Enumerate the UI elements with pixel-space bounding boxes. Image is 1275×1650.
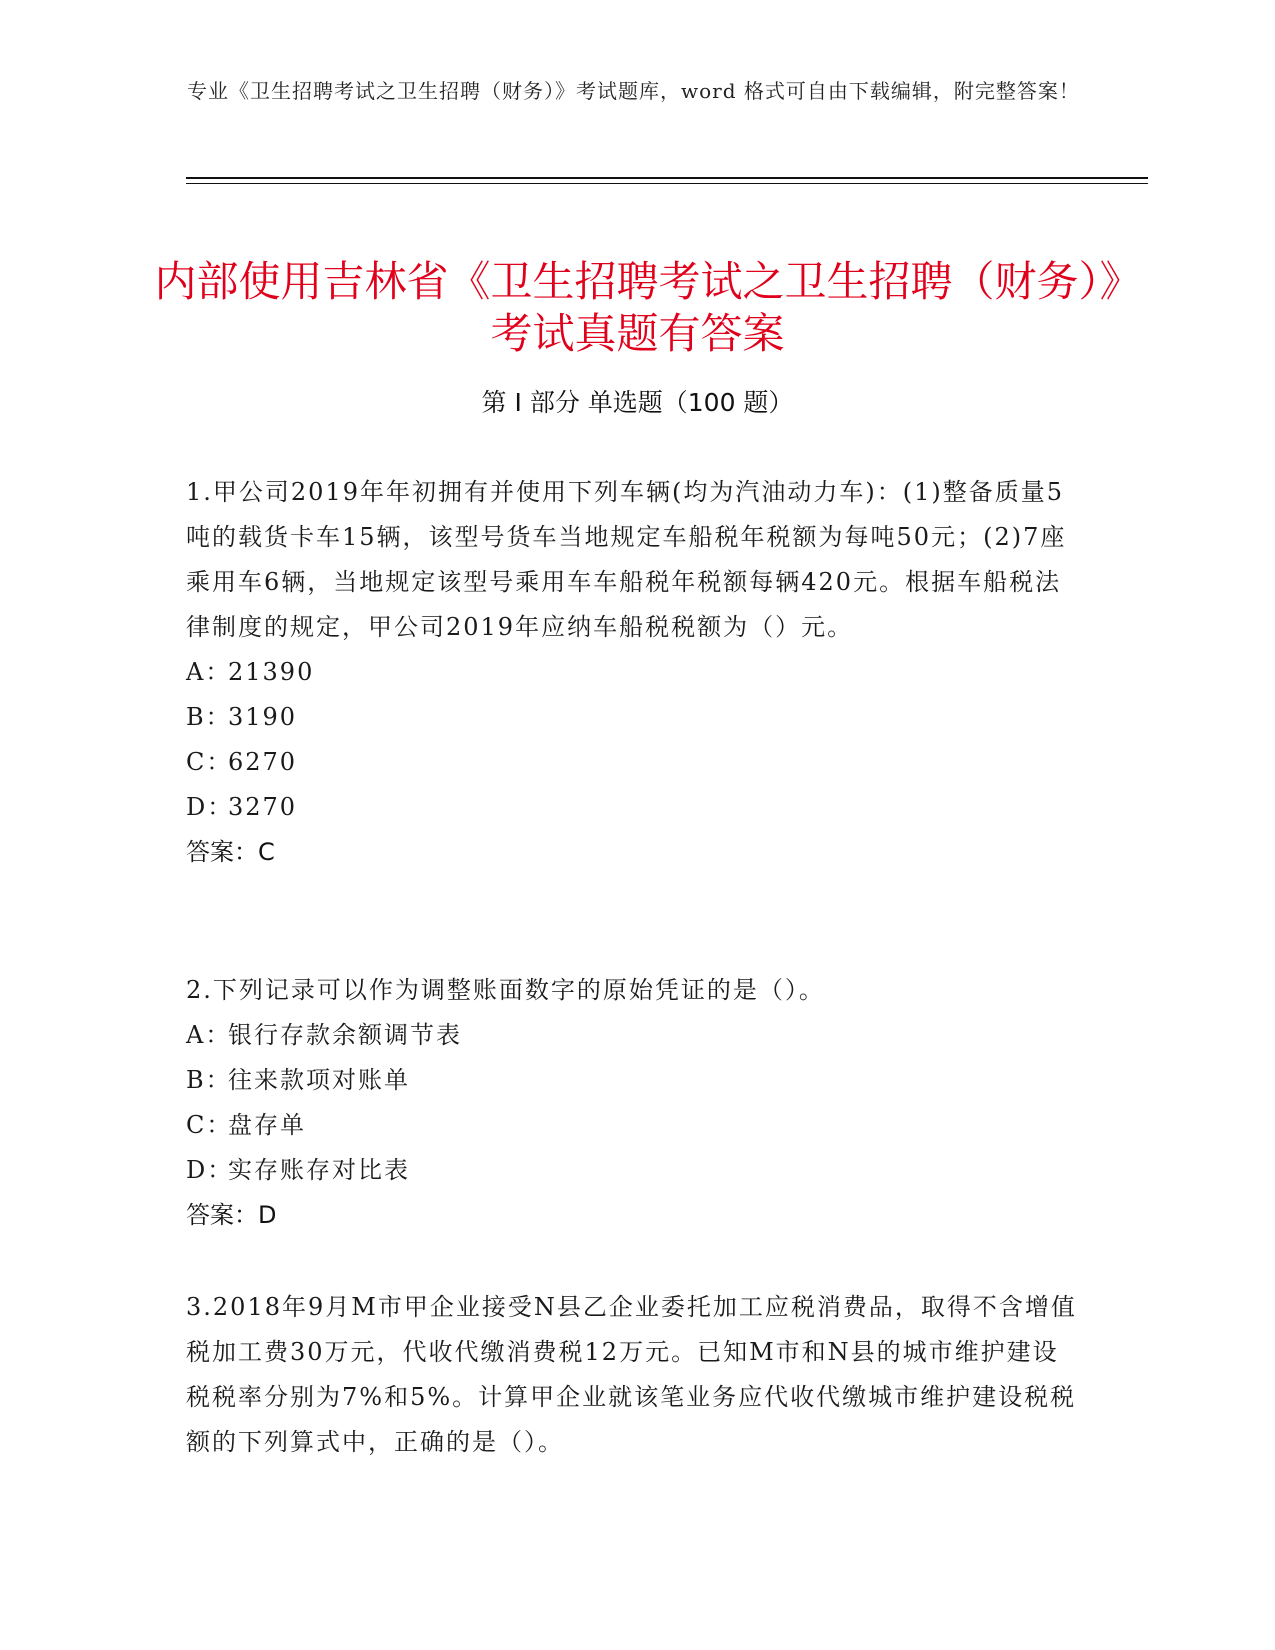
- option-value: 银行存款余额调节表: [228, 1021, 462, 1049]
- option-value: 实存账存对比表: [228, 1156, 410, 1184]
- answer-label: 答案：D: [186, 1201, 277, 1229]
- option-d: [186, 1148, 1081, 1193]
- question-3: [186, 1285, 1081, 1465]
- option-key: C：: [186, 748, 233, 776]
- answer-label: 答案：C: [186, 838, 275, 866]
- option-b: [186, 1058, 1081, 1103]
- option-key: A：: [186, 658, 232, 686]
- section-title: 第 I 部分 单选题（100 题）: [481, 388, 794, 417]
- option-a: [186, 1013, 1081, 1058]
- option-key: B：: [186, 703, 232, 731]
- option-d: [186, 785, 1081, 830]
- header-note: 专业《卫生招聘考试之卫生招聘（财务）》考试题库，word 格式可自由下载编辑，附完整答案！: [187, 79, 1080, 103]
- header-divider-thick: [186, 177, 1148, 179]
- question-text: 2.下列记录可以作为调整账面数字的原始凭证的是（）。: [186, 976, 825, 1004]
- option-value: 3270: [228, 793, 298, 821]
- question-text: 3.2018年9月M市甲企业接受N县乙企业委托加工应税消费品，取得不含增值税加工费30万元，代收代缴消费税12万元。已知M市和N县的城市维护建设税税率分别为7%和5%。计算甲企业就该笔业务应代收代缴城市维护建设税税额的下列算式中，正确的是（）。: [186, 1293, 1077, 1456]
- question-1: [186, 470, 1081, 875]
- option-key: C：: [186, 1111, 233, 1139]
- option-value: 21390: [228, 658, 315, 686]
- option-value: 6270: [228, 748, 298, 776]
- question-2: [186, 968, 1081, 1238]
- option-c: [186, 740, 1081, 785]
- option-key: B：: [186, 1066, 232, 1094]
- option-c: [186, 1103, 1081, 1148]
- option-value: 往来款项对账单: [228, 1066, 410, 1094]
- option-key: D：: [186, 793, 234, 821]
- header-divider-thin: [186, 183, 1148, 184]
- option-value: 3190: [228, 703, 298, 731]
- option-key: A：: [186, 1021, 232, 1049]
- option-value: 盘存单: [228, 1111, 306, 1139]
- question-text: 1.甲公司2019年年初拥有并使用下列车辆(均为汽油动力车)：(1)整备质量5吨的载货卡车15辆，该型号货车当地规定车船税年税额为每吨50元；(2)7座乘用车6辆，当地规定该型号乘用车车船税年税额每辆420元。根据车船税法律制度的规定，甲公司2019年应纳车船税税额为（）元。: [186, 478, 1067, 641]
- document-title: 内部使用吉林省《卫生招聘考试之卫生招聘（财务）》考试真题有答案: [154, 257, 1121, 359]
- option-key: D：: [186, 1156, 234, 1184]
- option-a: [186, 650, 1081, 695]
- option-b: [186, 695, 1081, 740]
